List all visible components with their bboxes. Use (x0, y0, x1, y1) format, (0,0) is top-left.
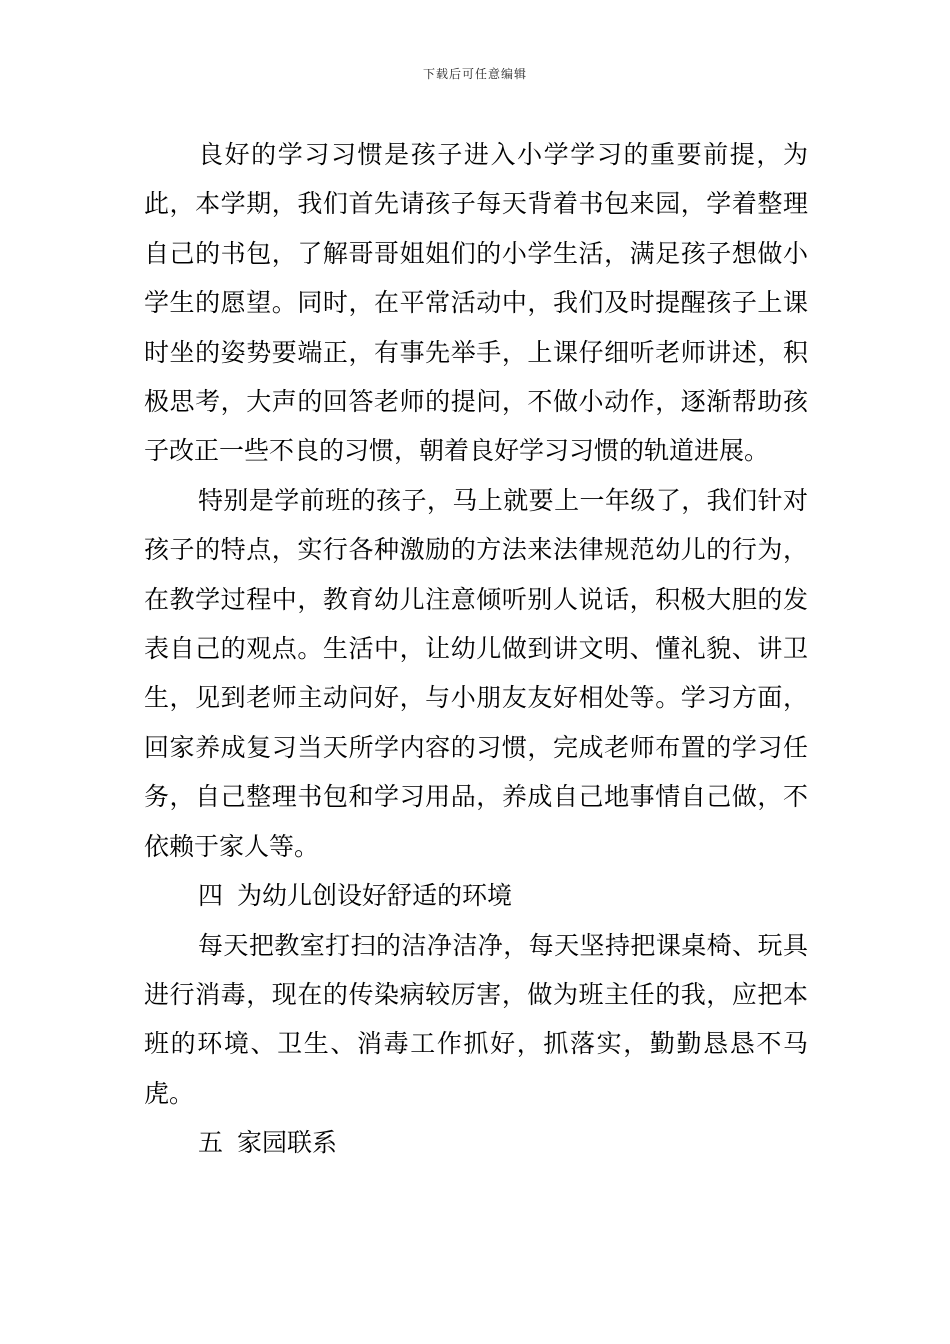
paragraph-study-habits: 良好的学习习惯是孩子进入小学学习的重要前提，为此，本学期，我们首先请孩子每天背着书包来园，学着整理自己的书包，了解哥哥姐姐们的小学生活，满足孩子想做小学生的愿望。同时，在平常活动中，我们及时提醒孩子上课时坐的姿势要端正，有事先举手，上课仔细听老师讲述，积极思考，大声的回答老师的提问，不做小动作，逐渐帮助孩子改正一些不良的习惯，朝着良好学习习惯的轨道进展。 (144, 140, 808, 466)
section-heading-environment (144, 871, 808, 920)
document-body (144, 130, 808, 1168)
section-number: 四 (198, 881, 224, 911)
page-header-note: 下载后可任意编辑 (422, 67, 527, 81)
paragraph-classroom-cleaning: 每天把教室打扫的洁净洁净，每天坚持把课桌椅、玩具进行消毒，现在的传染病较厉害，做为班主任的我，应把本班的环境、卫生、消毒工作抓好，抓落实，勤勤恳恳不马虎。 (144, 930, 808, 1108)
section-number: 五 (198, 1128, 224, 1158)
section-title: 为幼儿创设好舒适的环境 (237, 881, 513, 911)
paragraph-preschool-class: 特别是学前班的孩子，马上就要上一年级了，我们针对孩子的特点，实行各种激励的方法来法律规范幼儿的行为，在教学过程中，教育幼儿注意倾听别人说话，积极大胆的发表自己的观点。生活中，让幼儿做到讲文明、懂礼貌、讲卫生，见到老师主动问好，与小朋友友好相处等。学习方面，回家养成复习当天所学内容的习惯，完成老师布置的学习任务，自己整理书包和学习用品，养成自己地事情自己做，不依赖于家人等。 (144, 485, 808, 861)
section-title: 家园联系 (237, 1128, 338, 1158)
section-heading-home-school (144, 1118, 808, 1167)
